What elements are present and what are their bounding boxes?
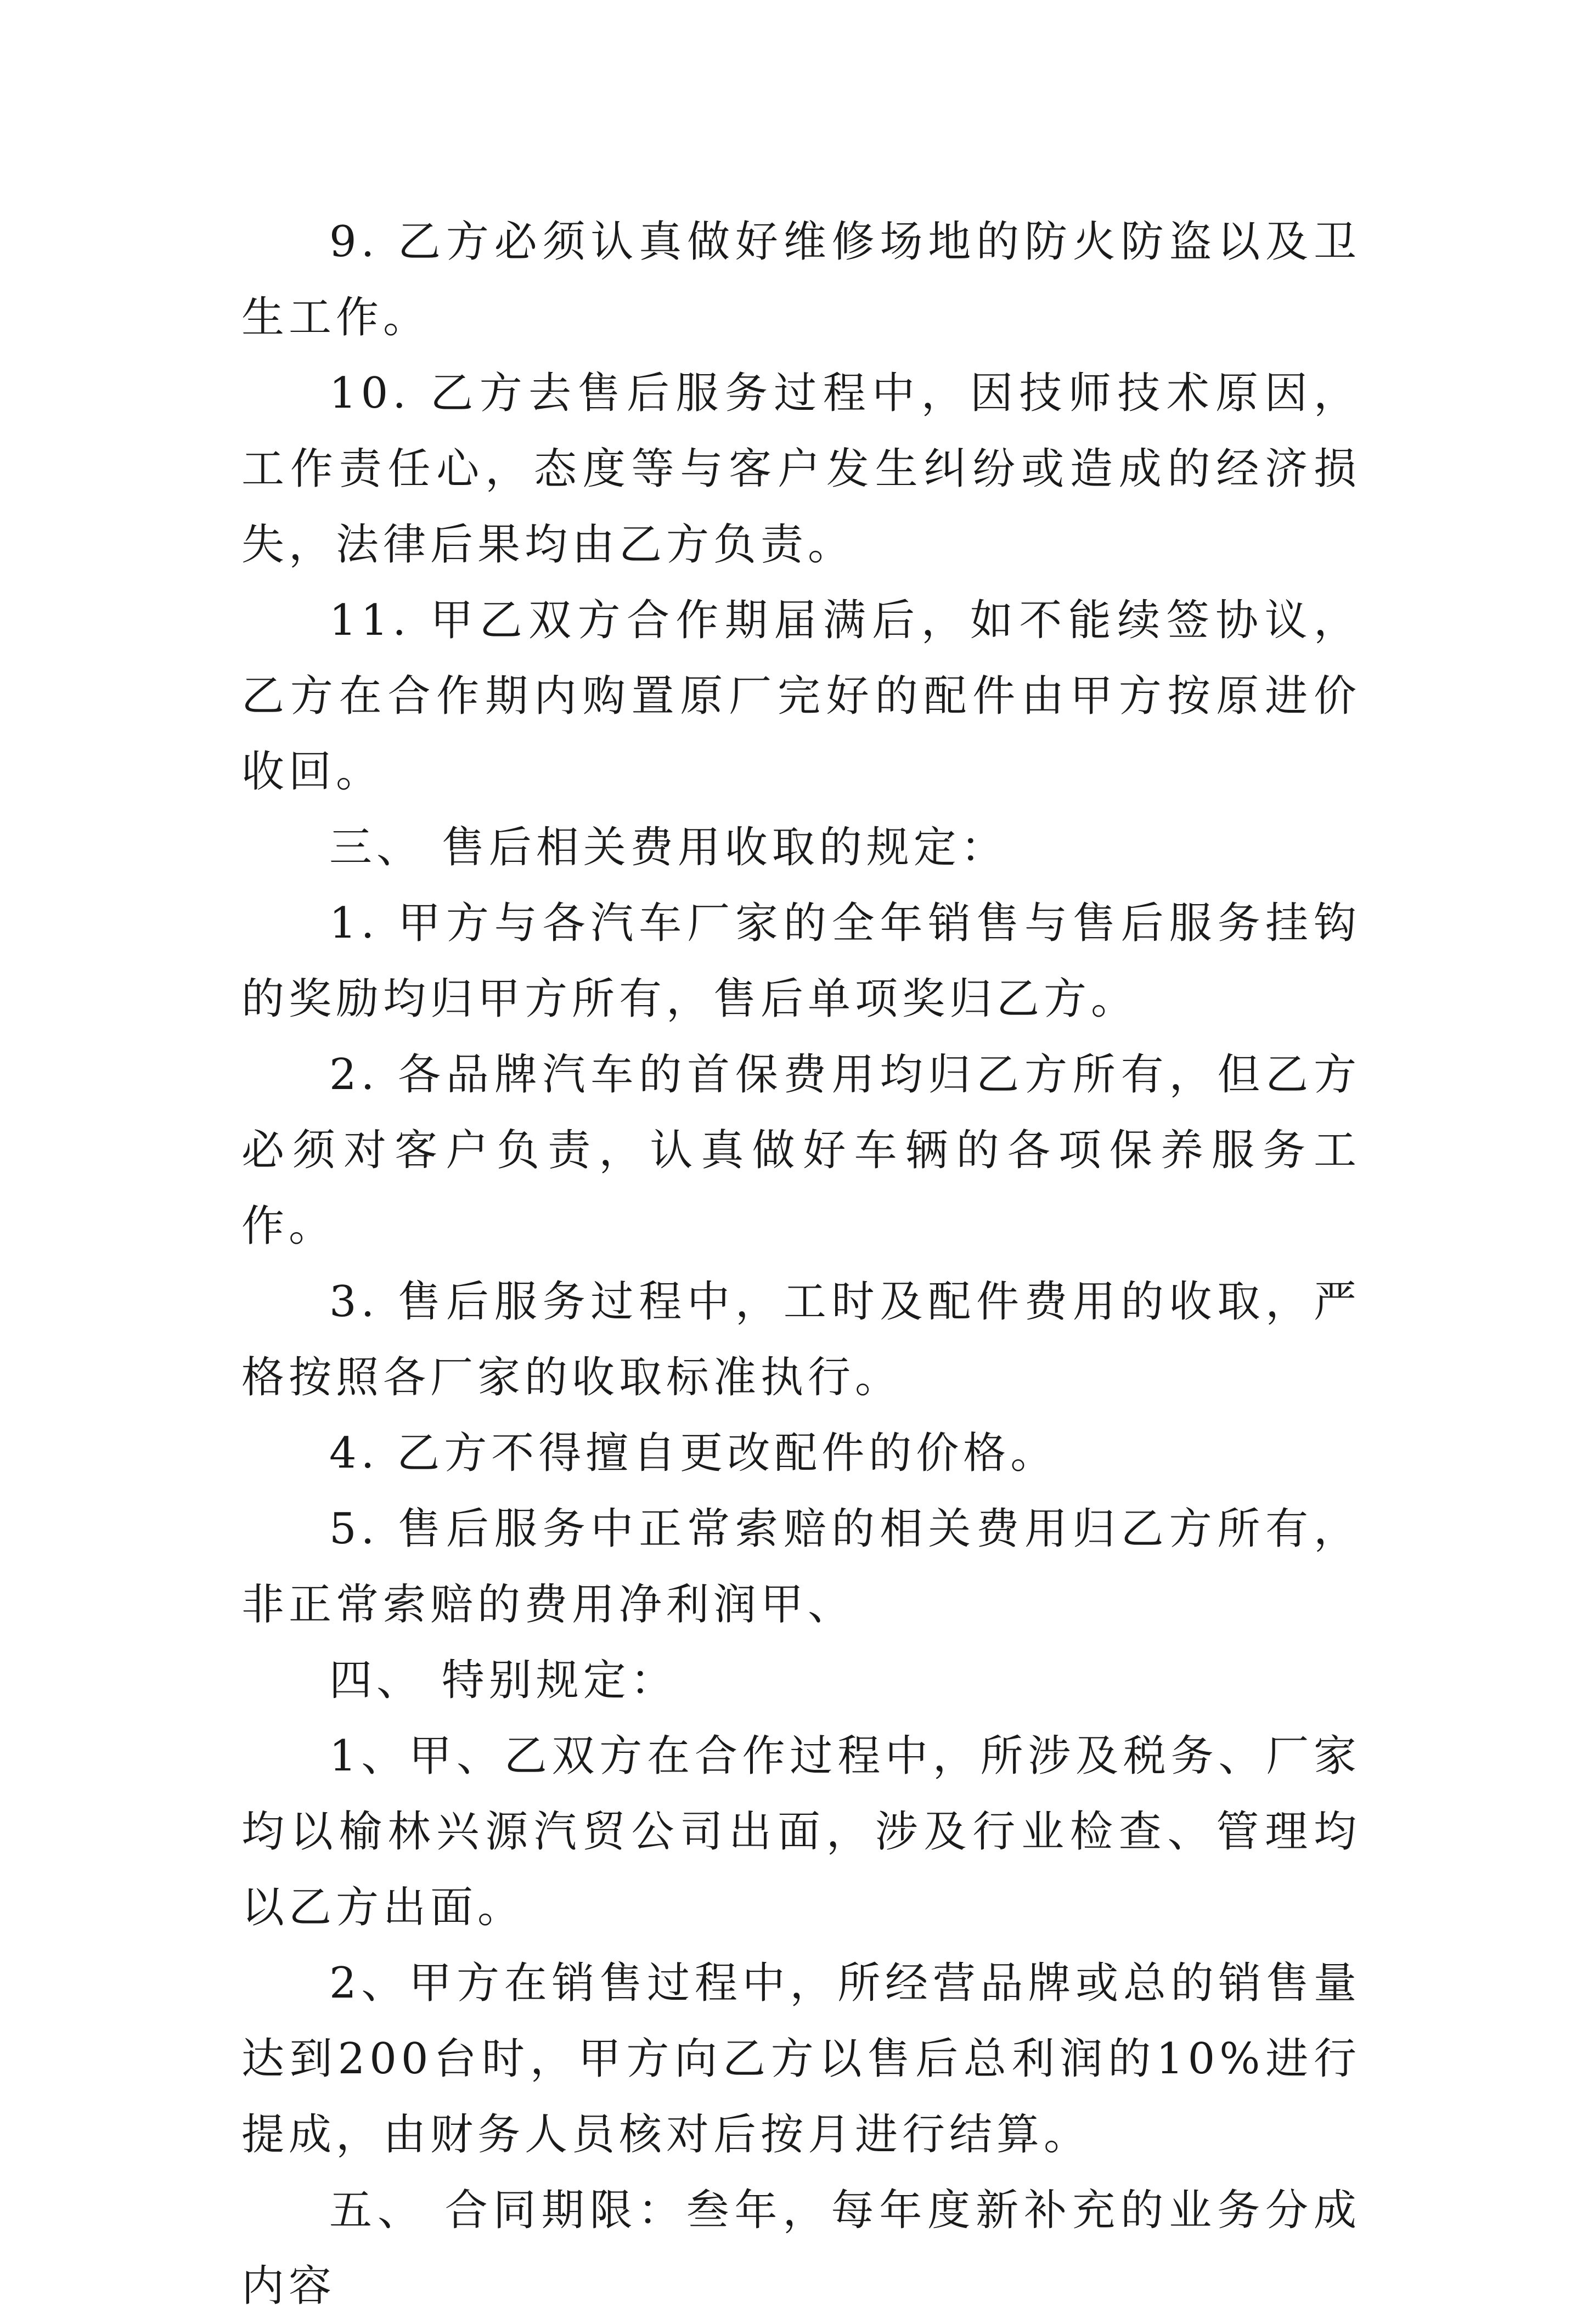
clause-10: 10. 乙方去售后服务过程中，因技师技术原因，工作责任心，态度等与客户发生纠纷或造成的经济损失，法律后果均由乙方负责。: [241, 369, 1361, 569]
fee-clause-4: 4. 乙方不得擅自更改配件的价格。: [329, 1429, 1058, 1478]
clause-11: 11. 甲乙双方合作期届满后，如不能续签协议，乙方在合作期内购置原厂完好的配件由甲方按原进价收回。: [241, 596, 1361, 797]
section-heading-3: 三、 售后相关费用收取的规定：: [329, 823, 1008, 872]
section-heading-4: 四、 特别规定：: [329, 1656, 678, 1705]
fee-clause-2: 2. 各品牌汽车的首保费用均归乙方所有，但乙方必须对客户负责，认真做好车辆的各项保养服务工作。: [241, 1050, 1361, 1251]
special-clause-1: 1、甲、乙双方在合作过程中，所涉及税务、厂家均以榆林兴源汽贸公司出面，涉及行业检查、管理均以乙方出面。: [241, 1731, 1361, 1932]
document-body: [241, 204, 1361, 2324]
fee-clause-3: 3. 售后服务过程中，工时及配件费用的收取，严格按照各厂家的收取标准执行。: [241, 1277, 1361, 1402]
special-clause-2: 2、甲方在销售过程中，所经营品牌或总的销售量达到200台时，甲方向乙方以售后总利润的10%进行提成，由财务人员核对后按月进行结算。: [241, 1959, 1361, 2159]
fee-clause-5: 5. 售后服务中正常索赔的相关费用归乙方所有，非正常索赔的费用净利润甲、: [241, 1504, 1361, 1629]
clause-9: 9. 乙方必须认真做好维修场地的防火防盗以及卫生工作。: [241, 217, 1361, 342]
fee-clause-1: 1. 甲方与各汽车厂家的全年销售与售后服务挂钩的奖励均归甲方所有，售后单项奖归乙方。: [241, 899, 1361, 1024]
section-heading-5: 五、 合同期限：叁年，每年度新补充的业务分成内容: [241, 2186, 1361, 2311]
